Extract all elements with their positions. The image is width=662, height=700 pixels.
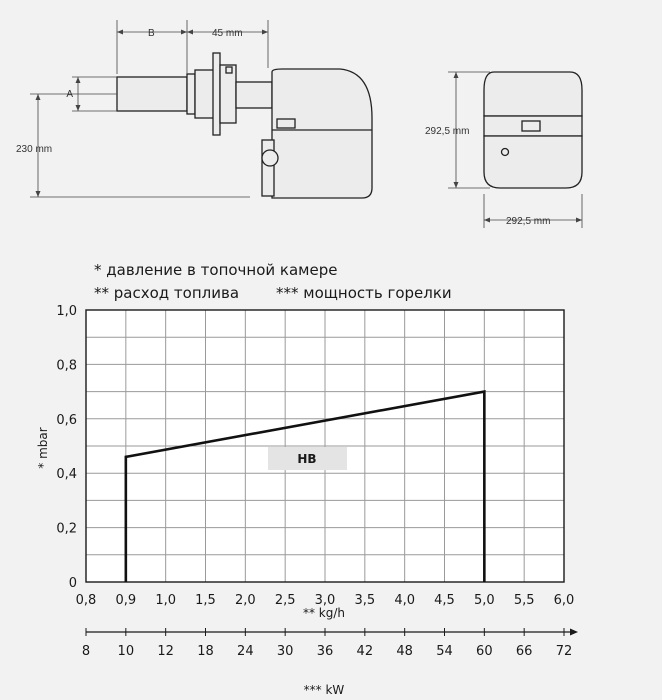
x-tick-label: 2,5 [274,593,296,608]
x-tick-label: 4,0 [394,593,416,608]
kw-axis-arrow [570,629,578,636]
dim-label-292-width: 292,5 mm [506,216,551,227]
dim-label-45: 45 mm [212,28,243,39]
housing-latch [277,119,295,128]
arrow-292h-right [576,218,582,223]
y-axis-label: * mbar [36,427,50,469]
burner-side-view [117,53,372,198]
x-axis-label: ** kg/h [302,606,346,620]
pump-body [262,140,274,196]
x-tick-label: 5,0 [473,593,495,608]
arrow-45-right [262,30,268,35]
pressure-flow-chart [36,304,578,697]
arrow-292h-left [484,218,490,223]
kw-tick-label: 72 [555,644,573,659]
kw-axis [82,628,578,659]
y-tick-labels [56,304,77,591]
x-tick-label: 4,5 [434,593,455,608]
kw-tick-label: 24 [237,644,254,659]
arrow-45-left [187,30,193,35]
arrow-230-bottom [36,191,41,197]
front-indicator-light [502,149,509,156]
y-tick-label: 0 [68,576,77,591]
y-tick-label: 1,0 [56,304,77,319]
y-tick-label: 0,6 [56,412,77,428]
kw-tick-label: 12 [157,644,174,659]
x-tick-label: 3,5 [354,593,376,608]
mounting-flange [213,53,220,135]
hb-label: HB [297,452,317,466]
y-tick-label: 0,8 [56,358,77,374]
caption-fuel-flow: ** расход топлива [94,284,240,302]
blast-tube [117,77,187,111]
front-housing-bottom [484,136,582,188]
arrow-a-bottom [76,105,81,111]
arrow-230-top [36,94,41,100]
kw-tick-label: 48 [396,644,413,659]
kw-tick-label: 42 [356,644,374,659]
flange-hub [220,65,236,123]
x-tick-label: 2,0 [234,593,256,608]
arrow-b-right [181,30,187,35]
dim-label-292-height: 292,5 mm [425,126,470,137]
arrow-292v-top [454,72,459,78]
dim-label-b: B [148,28,155,39]
kw-tick-label: 30 [276,644,294,659]
x-tick-label: 3,0 [314,593,336,608]
kw-tick-label: 60 [476,644,493,659]
y-tick-label: 0,2 [56,521,77,537]
kw-tick-label: 10 [117,644,135,659]
burner-front-view [484,72,582,188]
x-tick-label: 5,5 [513,593,535,608]
dim-label-230: 230 mm [16,144,53,155]
x-tick-label: 0,8 [75,593,97,608]
kw-tick-label: 36 [316,644,334,659]
arrow-292v-bottom [454,182,459,188]
y-tick-label: 0,4 [56,467,77,483]
x-tick-label: 1,5 [195,593,216,608]
caption-chamber-pressure: * давление в топочной камере [94,261,338,279]
front-housing-top [484,72,582,116]
x-tick-label: 0,9 [115,593,137,608]
front-latch [522,121,540,131]
dim-label-a: A [66,89,73,100]
burner-housing [272,69,372,198]
arrow-b-left [117,30,123,35]
pump-knob [262,150,278,166]
x-tick-label: 1,0 [155,593,177,608]
flange-bolt [226,67,232,73]
kw-tick-label: 8 [81,644,91,659]
kw-tick-label: 18 [197,644,214,659]
kw-axis-label: *** kW [303,683,345,697]
x-tick-label: 6,0 [553,593,575,608]
caption-burner-power: *** мощность горелки [276,284,452,302]
kw-tick-label: 54 [436,644,453,659]
arrow-a-top [76,77,81,83]
kw-tick-label: 66 [515,644,533,659]
neck [236,82,272,108]
tube-collar [187,74,195,114]
